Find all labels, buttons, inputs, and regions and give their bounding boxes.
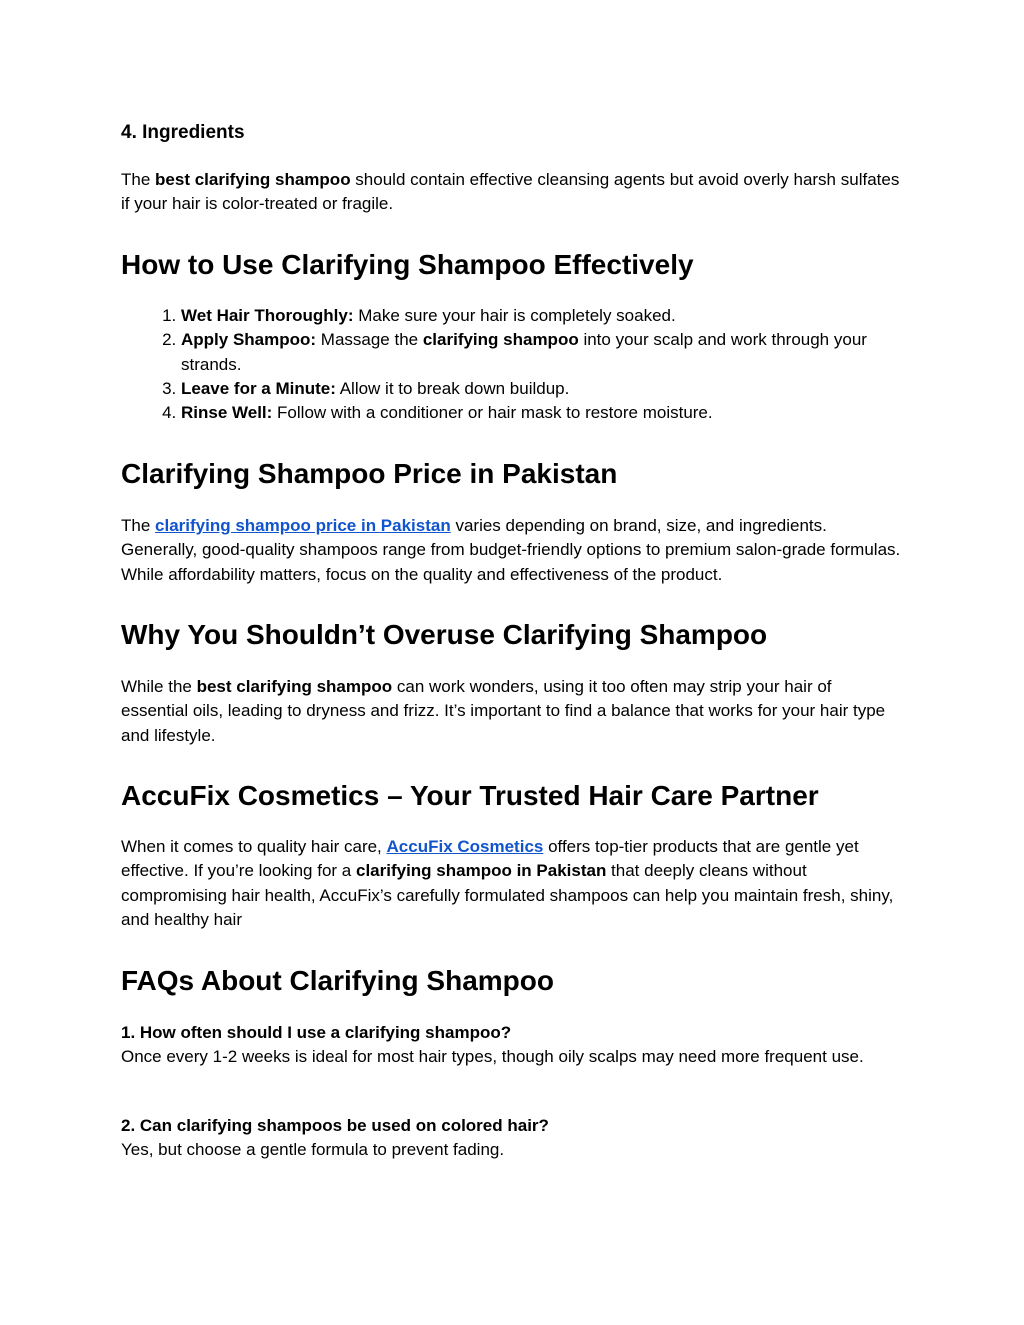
ingredients-heading: 4. Ingredients: [121, 122, 245, 143]
overuse-paragraph: [121, 675, 901, 748]
step-item: [181, 328, 901, 377]
step-text-bold: clarifying shampoo: [422, 330, 579, 350]
how-to-use-heading: How to Use Clarifying Shampoo Effectively: [121, 249, 694, 280]
overuse-heading: Why You Shouldn’t Overuse Clarifying Shampoo: [121, 619, 768, 650]
step-text-post: into your scalp and work through your strands.: [181, 330, 867, 374]
overuse-text-bold: best clarifying shampoo: [196, 677, 393, 696]
step-label: Rinse Well:: [181, 403, 273, 423]
ingredients-paragraph: [121, 168, 901, 217]
step-text-pre: Massage the: [316, 330, 423, 350]
step-label: Apply Shampoo:: [181, 330, 317, 350]
price-paragraph: [121, 514, 901, 587]
ingredients-text-bold: best clarifying shampoo: [155, 170, 351, 189]
step-label: Leave for a Minute:: [181, 378, 336, 398]
accufix-paragraph: [121, 835, 901, 932]
faq-question: 2. Can clarifying shampoos be used on colored hair?: [121, 1116, 549, 1135]
faq-answer: Once every 1-2 weeks is ideal for most hair types, though oily scalps may need more frequent use.: [121, 1047, 864, 1066]
price-heading: Clarifying Shampoo Price in Pakistan: [121, 458, 618, 489]
price-text-pre: The: [121, 516, 156, 535]
step-text: Follow with a conditioner or hair mask to restore moisture.: [272, 403, 713, 423]
overuse-text-pre: While the: [121, 677, 197, 696]
accufix-text-bold: clarifying shampoo in Pakistan: [355, 861, 607, 881]
ingredients-text-pre: The: [121, 170, 156, 189]
faq-question: 1. How often should I use a clarifying shampoo?: [121, 1023, 512, 1042]
accufix-text-post: that deeply cleans without compromising hair health, AccuFix’s carefully formulated shampoos can help you maintain fresh, shiny, and healthy hair: [121, 861, 894, 929]
step-label: Wet Hair Thoroughly:: [181, 306, 354, 325]
step-item: [181, 401, 901, 425]
step-item: [181, 304, 901, 328]
accufix-heading: AccuFix Cosmetics – Your Trusted Hair Care Partner: [121, 780, 819, 811]
ingredients-text-post: should contain effective cleansing agents but avoid overly harsh sulfates if your hair is color-treated or fragile.: [121, 170, 900, 214]
accufix-text-mid: offers top-tier products that are gentle yet effective. If you’re looking for a: [121, 837, 859, 881]
step-text: Allow it to break down buildup.: [335, 378, 570, 398]
faqs-heading: FAQs About Clarifying Shampoo: [121, 965, 554, 996]
accufix-link[interactable]: AccuFix Cosmetics: [386, 837, 544, 856]
faq-answer: Yes, but choose a gentle formula to prevent fading.: [121, 1140, 505, 1159]
how-to-use-steps: [121, 304, 901, 425]
step-text: Make sure your hair is completely soaked.: [353, 306, 676, 325]
price-text-post: varies depending on brand, size, and ingredients. Generally, good-quality shampoos range from budget-friendly options to premium salon-grade formulas. While affordability matters, focus on the quality and effectiveness of the product.: [121, 516, 901, 584]
step-item: [181, 377, 901, 401]
price-link[interactable]: clarifying shampoo price in Pakistan: [155, 516, 451, 535]
accufix-text-pre: When it comes to quality hair care,: [121, 837, 387, 856]
overuse-text-post: can work wonders, using it too often may strip your hair of essential oils, leading to dryness and frizz. It’s important to find a balance that works for your hair type and lifestyle.: [121, 677, 886, 745]
